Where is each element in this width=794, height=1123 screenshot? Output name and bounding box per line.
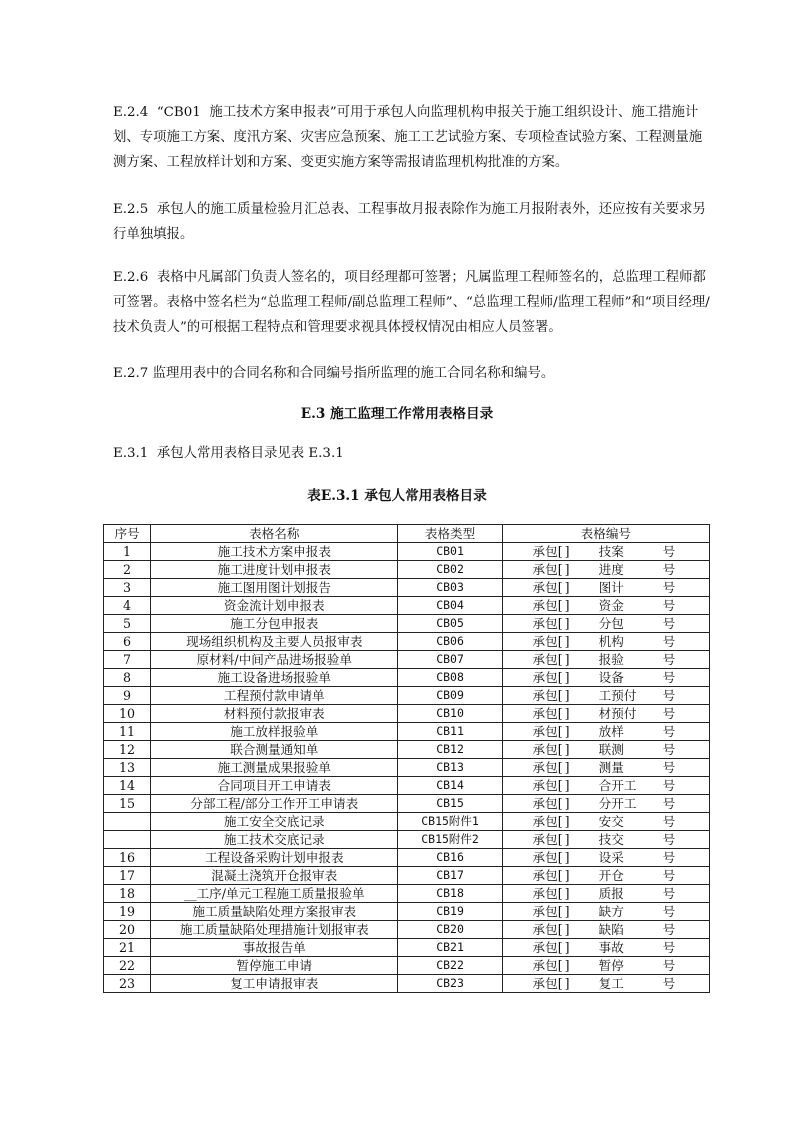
code-tag: 暂停 [598, 958, 624, 973]
row-serial: 14 [104, 777, 151, 795]
table-row [104, 669, 710, 687]
row-serial: 10 [104, 705, 151, 723]
table-row [104, 579, 710, 597]
code-bracket: ] [564, 580, 570, 595]
row-form-type: CB09 [398, 687, 502, 705]
form-code [503, 957, 709, 974]
code-prefix: 承包[ [532, 706, 563, 721]
code-bracket: ] [564, 562, 570, 577]
form-code [503, 705, 709, 722]
row-form-name: 工程预付款申请单 [151, 687, 398, 705]
row-form-code [502, 921, 709, 939]
row-serial: 12 [104, 741, 151, 759]
row-serial: 22 [104, 957, 151, 975]
code-suffix: 号 [662, 742, 676, 757]
form-code [503, 561, 709, 578]
row-form-type: CB10 [398, 705, 502, 723]
row-form-code [502, 615, 709, 633]
table-row [104, 687, 710, 705]
paragraph-e-2-5: E.2.5 承包人的施工质量检验月汇总表、工程事故月报表除作为施工月报附表外，还应按有关要求另行单独填报。 [113, 202, 706, 242]
table-row [104, 777, 710, 795]
code-suffix: 号 [662, 814, 676, 829]
code-tag: 机构 [598, 634, 624, 649]
code-prefix: 承包[ [532, 616, 563, 631]
row-form-name: 施工图用图计划报告 [151, 579, 398, 597]
code-bracket: ] [564, 634, 570, 649]
code-bracket: ] [564, 832, 570, 847]
row-serial: 13 [104, 759, 151, 777]
paragraph-e-2-6: E.2.6 表格中凡属部门负责人签名的，项目经理都可签署；凡属监理工程师签名的，总监理工程师都可签署。表格中签名栏为“总监理工程师/副总监理工程师”、“总监理工程师/监理工程师”和“项目经理/技术负责人”的可根据工程特点和管理要求视具体授权情况由相应人员签署。 [113, 270, 710, 335]
code-tag: 开仓 [598, 868, 624, 883]
form-code [503, 831, 709, 848]
row-form-name: 施工质量缺陷处理方案报审表 [151, 903, 398, 921]
code-bracket: ] [564, 742, 570, 757]
form-code [503, 885, 709, 902]
code-tag: 联测 [598, 742, 624, 757]
code-tag: 测量 [598, 760, 624, 775]
table-row [104, 651, 710, 669]
code-bracket: ] [564, 598, 570, 613]
row-form-code [502, 579, 709, 597]
table-row [104, 615, 710, 633]
code-tag: 复工 [598, 976, 624, 991]
row-form-code [502, 705, 709, 723]
row-form-name: 复工申请报审表 [151, 975, 398, 993]
code-prefix: 承包[ [532, 670, 563, 685]
table-row [104, 741, 710, 759]
row-serial: 4 [104, 597, 151, 615]
form-code [503, 867, 709, 884]
form-code [503, 741, 709, 758]
code-prefix: 承包[ [532, 742, 563, 757]
form-code [503, 777, 709, 794]
row-form-code [502, 633, 709, 651]
row-form-type: CB23 [398, 975, 502, 993]
row-form-name: 施工放样报验单 [151, 723, 398, 741]
code-suffix: 号 [662, 634, 676, 649]
table-title: 表E.3.1 承包人常用表格目录 [307, 488, 487, 504]
code-suffix: 号 [662, 706, 676, 721]
code-prefix: 承包[ [532, 814, 563, 829]
row-serial: 23 [104, 975, 151, 993]
row-form-type: CB15附件1 [398, 813, 502, 831]
table-row [104, 975, 710, 993]
row-serial: 9 [104, 687, 151, 705]
table-row [104, 705, 710, 723]
table-row [104, 831, 710, 849]
row-form-code [502, 885, 709, 903]
row-form-type: CB07 [398, 651, 502, 669]
row-form-type: CB06 [398, 633, 502, 651]
row-serial: 1 [104, 543, 151, 561]
code-tag: 分包 [598, 616, 624, 631]
form-code [503, 939, 709, 956]
code-bracket: ] [564, 886, 570, 901]
form-code [503, 579, 709, 596]
row-form-name: 现场组织机构及主要人员报审表 [151, 633, 398, 651]
row-serial: 11 [104, 723, 151, 741]
row-form-type: CB03 [398, 579, 502, 597]
row-form-name: 分部工程/部分工作开工申请表 [151, 795, 398, 813]
row-form-type: CB15 [398, 795, 502, 813]
row-form-type: CB20 [398, 921, 502, 939]
row-form-type: CB01 [398, 543, 502, 561]
code-prefix: 承包[ [532, 958, 563, 973]
code-prefix: 承包[ [532, 796, 563, 811]
row-form-type: CB16 [398, 849, 502, 867]
table-row [104, 723, 710, 741]
form-code [503, 651, 709, 668]
table-row [104, 849, 710, 867]
row-form-code [502, 831, 709, 849]
row-form-name: 合同项目开工申请表 [151, 777, 398, 795]
row-form-name: 施工设备进场报验单 [151, 669, 398, 687]
code-suffix: 号 [662, 976, 676, 991]
code-bracket: ] [564, 706, 570, 721]
table-row [104, 867, 710, 885]
table-row [104, 597, 710, 615]
row-form-code [502, 975, 709, 993]
code-tag: 安交 [598, 814, 624, 829]
paragraph-e-2-7: E.2.7 监理用表中的合同名称和合同编号指所监理的施工合同名称和编号。 [113, 366, 555, 381]
row-form-name: 工程设备采购计划申报表 [151, 849, 398, 867]
row-form-type: CB21 [398, 939, 502, 957]
table-row [104, 885, 710, 903]
code-bracket: ] [564, 814, 570, 829]
code-bracket: ] [564, 868, 570, 883]
paragraph-e-2-4: E.2.4 “CB01 施工技术方案申报表”可用于承包人向监理机构申报关于施工组织设计、施工措施计划、专项施工方案、度汛方案、灾害应急预案、施工工艺试验方案、专项检查试验方案、工程测量施测方案、工程放样计划和方案、变更实施方案等需报请监理机构批准的方案。 [113, 105, 703, 170]
row-form-name: 施工质量缺陷处理措施计划报审表 [151, 921, 398, 939]
row-serial: 18 [104, 885, 151, 903]
form-code [503, 633, 709, 650]
row-form-type: CB05 [398, 615, 502, 633]
header-form-type: 表格类型 [398, 525, 502, 543]
code-tag: 缺陷 [598, 922, 624, 937]
code-suffix: 号 [662, 562, 676, 577]
code-prefix: 承包[ [532, 922, 563, 937]
row-form-type: CB17 [398, 867, 502, 885]
header-form-name: 表格名称 [151, 525, 398, 543]
code-prefix: 承包[ [532, 652, 563, 667]
code-bracket: ] [564, 670, 570, 685]
form-code [503, 813, 709, 830]
form-code [503, 795, 709, 812]
code-suffix: 号 [662, 886, 676, 901]
row-form-code [502, 777, 709, 795]
row-serial: 6 [104, 633, 151, 651]
code-tag: 分开工 [598, 796, 637, 811]
code-prefix: 承包[ [532, 544, 563, 559]
code-prefix: 承包[ [532, 886, 563, 901]
code-bracket: ] [564, 760, 570, 775]
code-prefix: 承包[ [532, 832, 563, 847]
section-heading: E.3 施工监理工作常用表格目录 [300, 406, 494, 422]
code-prefix: 承包[ [532, 562, 563, 577]
row-form-name: 暂停施工申请 [151, 957, 398, 975]
header-form-code: 表格编号 [502, 525, 709, 543]
row-form-name: 施工进度计划申报表 [151, 561, 398, 579]
row-form-name: 混凝土浇筑开仓报审表 [151, 867, 398, 885]
form-code [503, 903, 709, 920]
row-form-code [502, 669, 709, 687]
row-serial: 17 [104, 867, 151, 885]
table-row [104, 957, 710, 975]
code-bracket: ] [564, 922, 570, 937]
code-suffix: 号 [662, 688, 676, 703]
code-bracket: ] [564, 850, 570, 865]
code-tag: 图计 [598, 580, 624, 595]
code-suffix: 号 [662, 922, 676, 937]
row-form-code [502, 723, 709, 741]
code-bracket: ] [564, 958, 570, 973]
row-form-name: 事故报告单 [151, 939, 398, 957]
row-form-code [502, 867, 709, 885]
code-suffix: 号 [662, 868, 676, 883]
table-row [104, 543, 710, 561]
row-form-code [502, 939, 709, 957]
paragraph-e-3-1: E.3.1 承包人常用表格目录见表 E.3.1 [113, 446, 344, 461]
row-form-code [502, 741, 709, 759]
table-header-row [104, 525, 710, 543]
row-form-code [502, 543, 709, 561]
code-tag: 报验 [598, 652, 624, 667]
form-code [503, 687, 709, 704]
table-row [104, 561, 710, 579]
row-form-code [502, 849, 709, 867]
row-form-type: CB13 [398, 759, 502, 777]
code-prefix: 承包[ [532, 688, 563, 703]
code-prefix: 承包[ [532, 976, 563, 991]
code-bracket: ] [564, 904, 570, 919]
row-form-type: CB08 [398, 669, 502, 687]
row-form-name: 联合测量通知单 [151, 741, 398, 759]
table-row [104, 633, 710, 651]
row-form-name: 资金流计划申报表 [151, 597, 398, 615]
code-suffix: 号 [662, 850, 676, 865]
row-form-name: 施工安全交底记录 [151, 813, 398, 831]
table-row [104, 813, 710, 831]
code-suffix: 号 [662, 778, 676, 793]
code-suffix: 号 [662, 598, 676, 613]
row-serial: 20 [104, 921, 151, 939]
row-form-code [502, 561, 709, 579]
code-suffix: 号 [662, 652, 676, 667]
form-code [503, 921, 709, 938]
row-form-name: 原材料/中间产品进场报验单 [151, 651, 398, 669]
code-bracket: ] [564, 688, 570, 703]
table-body [104, 543, 710, 993]
table-row [104, 903, 710, 921]
row-form-type: CB12 [398, 741, 502, 759]
code-tag: 技交 [598, 832, 624, 847]
code-suffix: 号 [662, 616, 676, 631]
table-row [104, 921, 710, 939]
code-bracket: ] [564, 976, 570, 991]
code-prefix: 承包[ [532, 868, 563, 883]
row-form-code [502, 597, 709, 615]
code-suffix: 号 [662, 940, 676, 955]
row-serial: 16 [104, 849, 151, 867]
code-prefix: 承包[ [532, 580, 563, 595]
row-form-type: CB14 [398, 777, 502, 795]
row-form-type: CB11 [398, 723, 502, 741]
table-row [104, 795, 710, 813]
row-form-name: 施工技术交底记录 [151, 831, 398, 849]
form-code [503, 597, 709, 614]
form-code [503, 759, 709, 776]
code-prefix: 承包[ [532, 598, 563, 613]
row-serial: 15 [104, 795, 151, 813]
row-serial: 2 [104, 561, 151, 579]
code-suffix: 号 [662, 796, 676, 811]
code-suffix: 号 [662, 904, 676, 919]
row-form-code [502, 759, 709, 777]
code-prefix: 承包[ [532, 634, 563, 649]
code-tag: 技案 [598, 544, 624, 559]
code-tag: 合开工 [598, 778, 637, 793]
row-serial [104, 813, 151, 831]
code-bracket: ] [564, 724, 570, 739]
row-form-code [502, 813, 709, 831]
row-form-type: CB18 [398, 885, 502, 903]
code-tag: 设采 [598, 850, 624, 865]
code-bracket: ] [564, 940, 570, 955]
row-form-code [502, 651, 709, 669]
code-tag: 缺方 [598, 904, 624, 919]
code-suffix: 号 [662, 544, 676, 559]
code-tag: 进度 [598, 562, 624, 577]
form-code [503, 975, 709, 992]
row-form-type: CB15附件2 [398, 831, 502, 849]
code-prefix: 承包[ [532, 904, 563, 919]
code-tag: 材预付 [598, 706, 637, 721]
row-serial: 5 [104, 615, 151, 633]
code-prefix: 承包[ [532, 724, 563, 739]
row-form-name: 施工分包申报表 [151, 615, 398, 633]
row-serial [104, 831, 151, 849]
row-form-type: CB22 [398, 957, 502, 975]
row-form-name: 施工测量成果报验单 [151, 759, 398, 777]
form-code [503, 669, 709, 686]
form-catalog-table [103, 524, 710, 993]
row-form-code [502, 687, 709, 705]
row-form-name: __工序/单元工程施工质量报验单 [151, 885, 398, 903]
code-bracket: ] [564, 652, 570, 667]
row-serial: 8 [104, 669, 151, 687]
code-tag: 工预付 [598, 688, 637, 703]
form-code [503, 615, 709, 632]
row-serial: 7 [104, 651, 151, 669]
table-row [104, 759, 710, 777]
code-tag: 事故 [598, 940, 624, 955]
row-serial: 21 [104, 939, 151, 957]
code-suffix: 号 [662, 670, 676, 685]
code-prefix: 承包[ [532, 760, 563, 775]
code-prefix: 承包[ [532, 940, 563, 955]
row-serial: 19 [104, 903, 151, 921]
code-bracket: ] [564, 796, 570, 811]
row-form-code [502, 957, 709, 975]
code-bracket: ] [564, 778, 570, 793]
row-form-code [502, 903, 709, 921]
code-prefix: 承包[ [532, 850, 563, 865]
table-row [104, 939, 710, 957]
form-code [503, 849, 709, 866]
code-suffix: 号 [662, 760, 676, 775]
row-form-name: 施工技术方案申报表 [151, 543, 398, 561]
row-form-type: CB04 [398, 597, 502, 615]
code-bracket: ] [564, 616, 570, 631]
row-form-type: CB19 [398, 903, 502, 921]
code-suffix: 号 [662, 724, 676, 739]
row-form-code [502, 795, 709, 813]
form-code [503, 543, 709, 560]
code-tag: 质报 [598, 886, 624, 901]
code-tag: 设备 [598, 670, 624, 685]
code-suffix: 号 [662, 832, 676, 847]
code-tag: 放样 [598, 724, 624, 739]
row-serial: 3 [104, 579, 151, 597]
code-prefix: 承包[ [532, 778, 563, 793]
row-form-type: CB02 [398, 561, 502, 579]
form-code [503, 723, 709, 740]
row-form-name: 材料预付款报审表 [151, 705, 398, 723]
code-tag: 资金 [598, 598, 624, 613]
code-bracket: ] [564, 544, 570, 559]
code-suffix: 号 [662, 580, 676, 595]
code-suffix: 号 [662, 958, 676, 973]
header-serial: 序号 [104, 525, 151, 543]
